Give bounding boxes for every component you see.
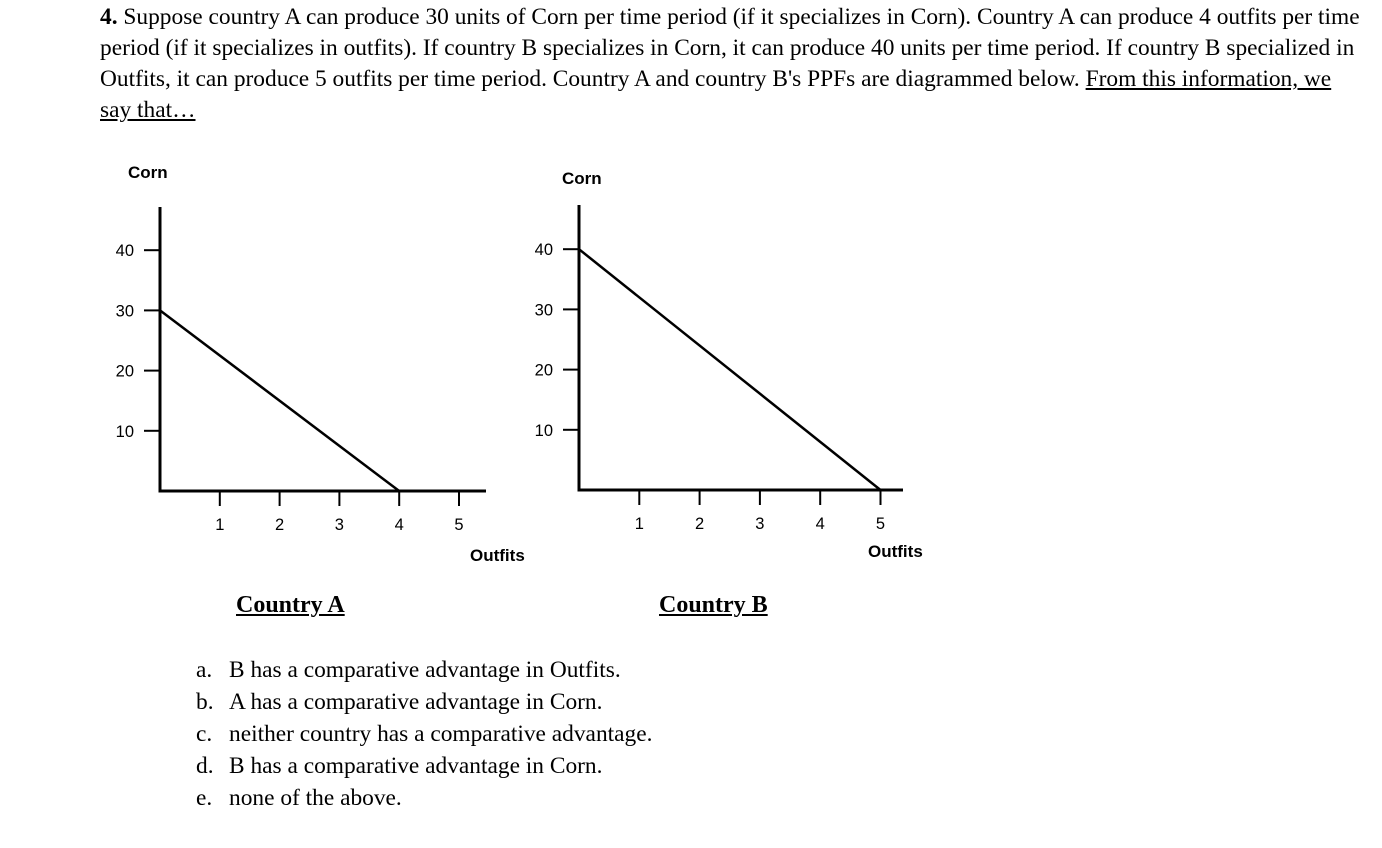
choice-e[interactable] [196, 782, 652, 814]
choice-letter: b. [196, 689, 214, 715]
choice-text: B has a comparative advantage in Outfits. [229, 657, 621, 683]
x-tick-label: 5 [454, 516, 464, 534]
ppf-line [579, 249, 881, 490]
x-tick-label: 5 [875, 515, 886, 533]
x-tick-label: 1 [215, 516, 225, 534]
question-body: Suppose country A can produce 30 units of Corn per time period (if it specializes in Corn). Country A can produce 4 outfits per time period (if it specializes in outfits). If country B specializes in Corn, it can produce 40 units per time period. If country B specialized in Outfits, it can produce 5 outfits per time period. Country A and country B's PPFs are diagrammed below. [100, 4, 1360, 92]
choice-d[interactable] [196, 750, 652, 782]
choice-text: neither country has a comparative advantage. [229, 721, 653, 747]
choice-text: A has a comparative advantage in Corn. [229, 689, 603, 715]
y-tick-label: 30 [115, 302, 134, 321]
chart-caption-country-a: Country A [236, 592, 345, 618]
y-axis-title: Corn [562, 169, 602, 188]
x-tick-label: 2 [275, 516, 285, 534]
y-tick-label: 40 [115, 242, 134, 261]
choice-a[interactable] [196, 654, 652, 686]
y-axis-title: Corn [128, 163, 168, 182]
x-tick-label: 4 [815, 515, 825, 533]
y-tick-label: 30 [534, 301, 553, 320]
choice-c[interactable] [196, 718, 652, 750]
x-tick-label: 3 [755, 515, 765, 533]
x-axis-title: Outfits [868, 542, 923, 561]
y-tick-label: 10 [115, 422, 134, 441]
choice-letter: c. [196, 721, 213, 747]
choice-letter: d. [196, 753, 214, 779]
choice-text: B has a comparative advantage in Corn. [229, 753, 603, 779]
choice-text: none of the above. [229, 785, 402, 811]
ppf-chart-country-b [535, 169, 923, 561]
x-axis-title: Outfits [470, 546, 525, 565]
y-tick-label: 20 [534, 361, 553, 380]
y-tick-label: 40 [534, 241, 553, 260]
chart-caption-country-b: Country B [659, 592, 768, 618]
answer-choices [196, 654, 652, 814]
question-tail: From this information, we say that… [100, 66, 1332, 123]
x-tick-label: 2 [695, 515, 705, 533]
x-tick-label: 3 [334, 516, 344, 534]
choice-b[interactable] [196, 686, 652, 718]
ppf-chart-country-a [116, 163, 525, 565]
question-number: 4. [100, 4, 118, 30]
x-tick-label: 1 [634, 515, 644, 533]
choice-letter: e. [196, 785, 213, 811]
x-tick-label: 4 [394, 516, 404, 534]
choice-letter: a. [196, 657, 213, 683]
ppf-line [160, 310, 399, 491]
y-tick-label: 10 [534, 421, 553, 440]
y-tick-label: 20 [115, 362, 134, 381]
